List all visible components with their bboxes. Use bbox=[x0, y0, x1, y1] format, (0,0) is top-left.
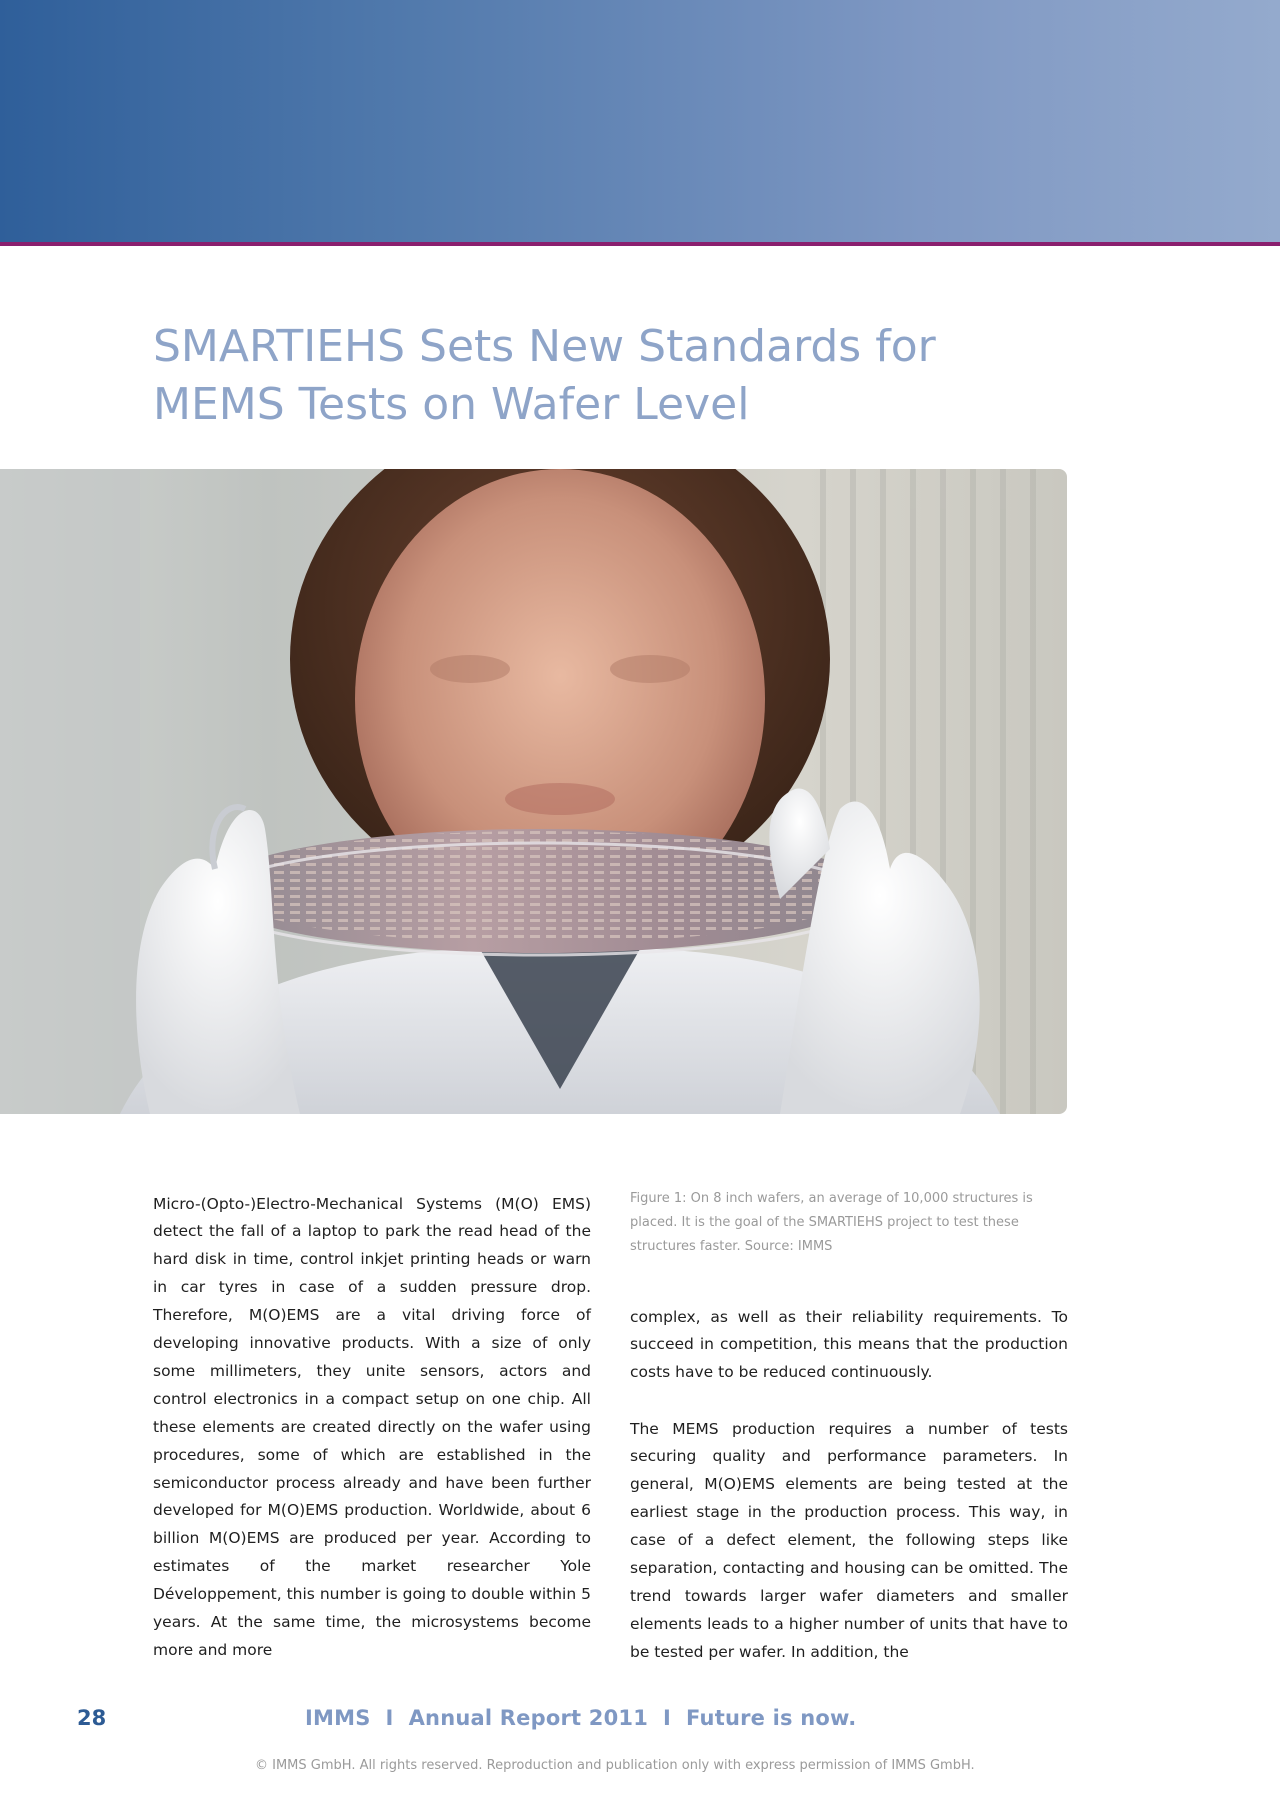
page-title bbox=[153, 318, 1053, 434]
figure-caption: Figure 1: On 8 inch wafers, an average of 10,000 structures is placed. It is the goal of the SMARTIEHS project to test these structures faster. Source: IMMS bbox=[630, 1191, 1033, 1254]
body-text-right-paragraph-2: The MEMS production requires a number of tests securing quality and performance parameters. In general, M(O)EMS elements are being tested at the earliest stage in the production process. This way, in case of a defect element, the following steps like separation, contacting and housing can be omitted. The trend towards larger wafer diameters and smaller elements leads to a higher number of units that have to be tested per wafer. In addition, the bbox=[630, 1419, 1068, 1661]
header-band bbox=[0, 0, 1280, 242]
page-title-line-1: SMARTIEHS Sets New Standards for bbox=[153, 321, 936, 372]
page-title-line-2: MEMS Tests on Wafer Level bbox=[153, 379, 750, 430]
footer-title: IMMS I Annual Report 2011 I Future is now. bbox=[305, 1706, 857, 1730]
body-text-right-paragraph-1: complex, as well as their reliability requirements. To succeed in competition, this means that the production costs have to be reduced continuously. bbox=[630, 1307, 1068, 1382]
body-text-left-column: Micro-(Opto-)Electro-Mechanical Systems (M(O) EMS) detect the fall of a laptop to park the read head of the hard disk in time, control inkjet printing heads or warn in car tyres in case of a sudden pressure drop. Therefore, M(O)EMS are a vital driving force of developing innovative products. With a size of only some millimeters, they unite sensors, actors and control electronics in a compact setup on one chip. All these elements are created directly on the wafer using procedures, some of which are established in the semiconductor process already and have been further developed for M(O)EMS production. Worldwide, about 6 billion M(O)EMS are produced per year. According to estimates of the market researcher Yole Développement, this number is going to double within 5 years. At the same time, the microsystems become more and more bbox=[153, 1194, 591, 1659]
header-divider bbox=[0, 242, 1280, 246]
page-number: 28 bbox=[77, 1706, 107, 1730]
wafer-photo bbox=[0, 469, 1067, 1114]
copyright-notice: © IMMS GmbH. All rights reserved. Reproduction and publication only with express permission of IMMS GmbH. bbox=[255, 1758, 975, 1773]
